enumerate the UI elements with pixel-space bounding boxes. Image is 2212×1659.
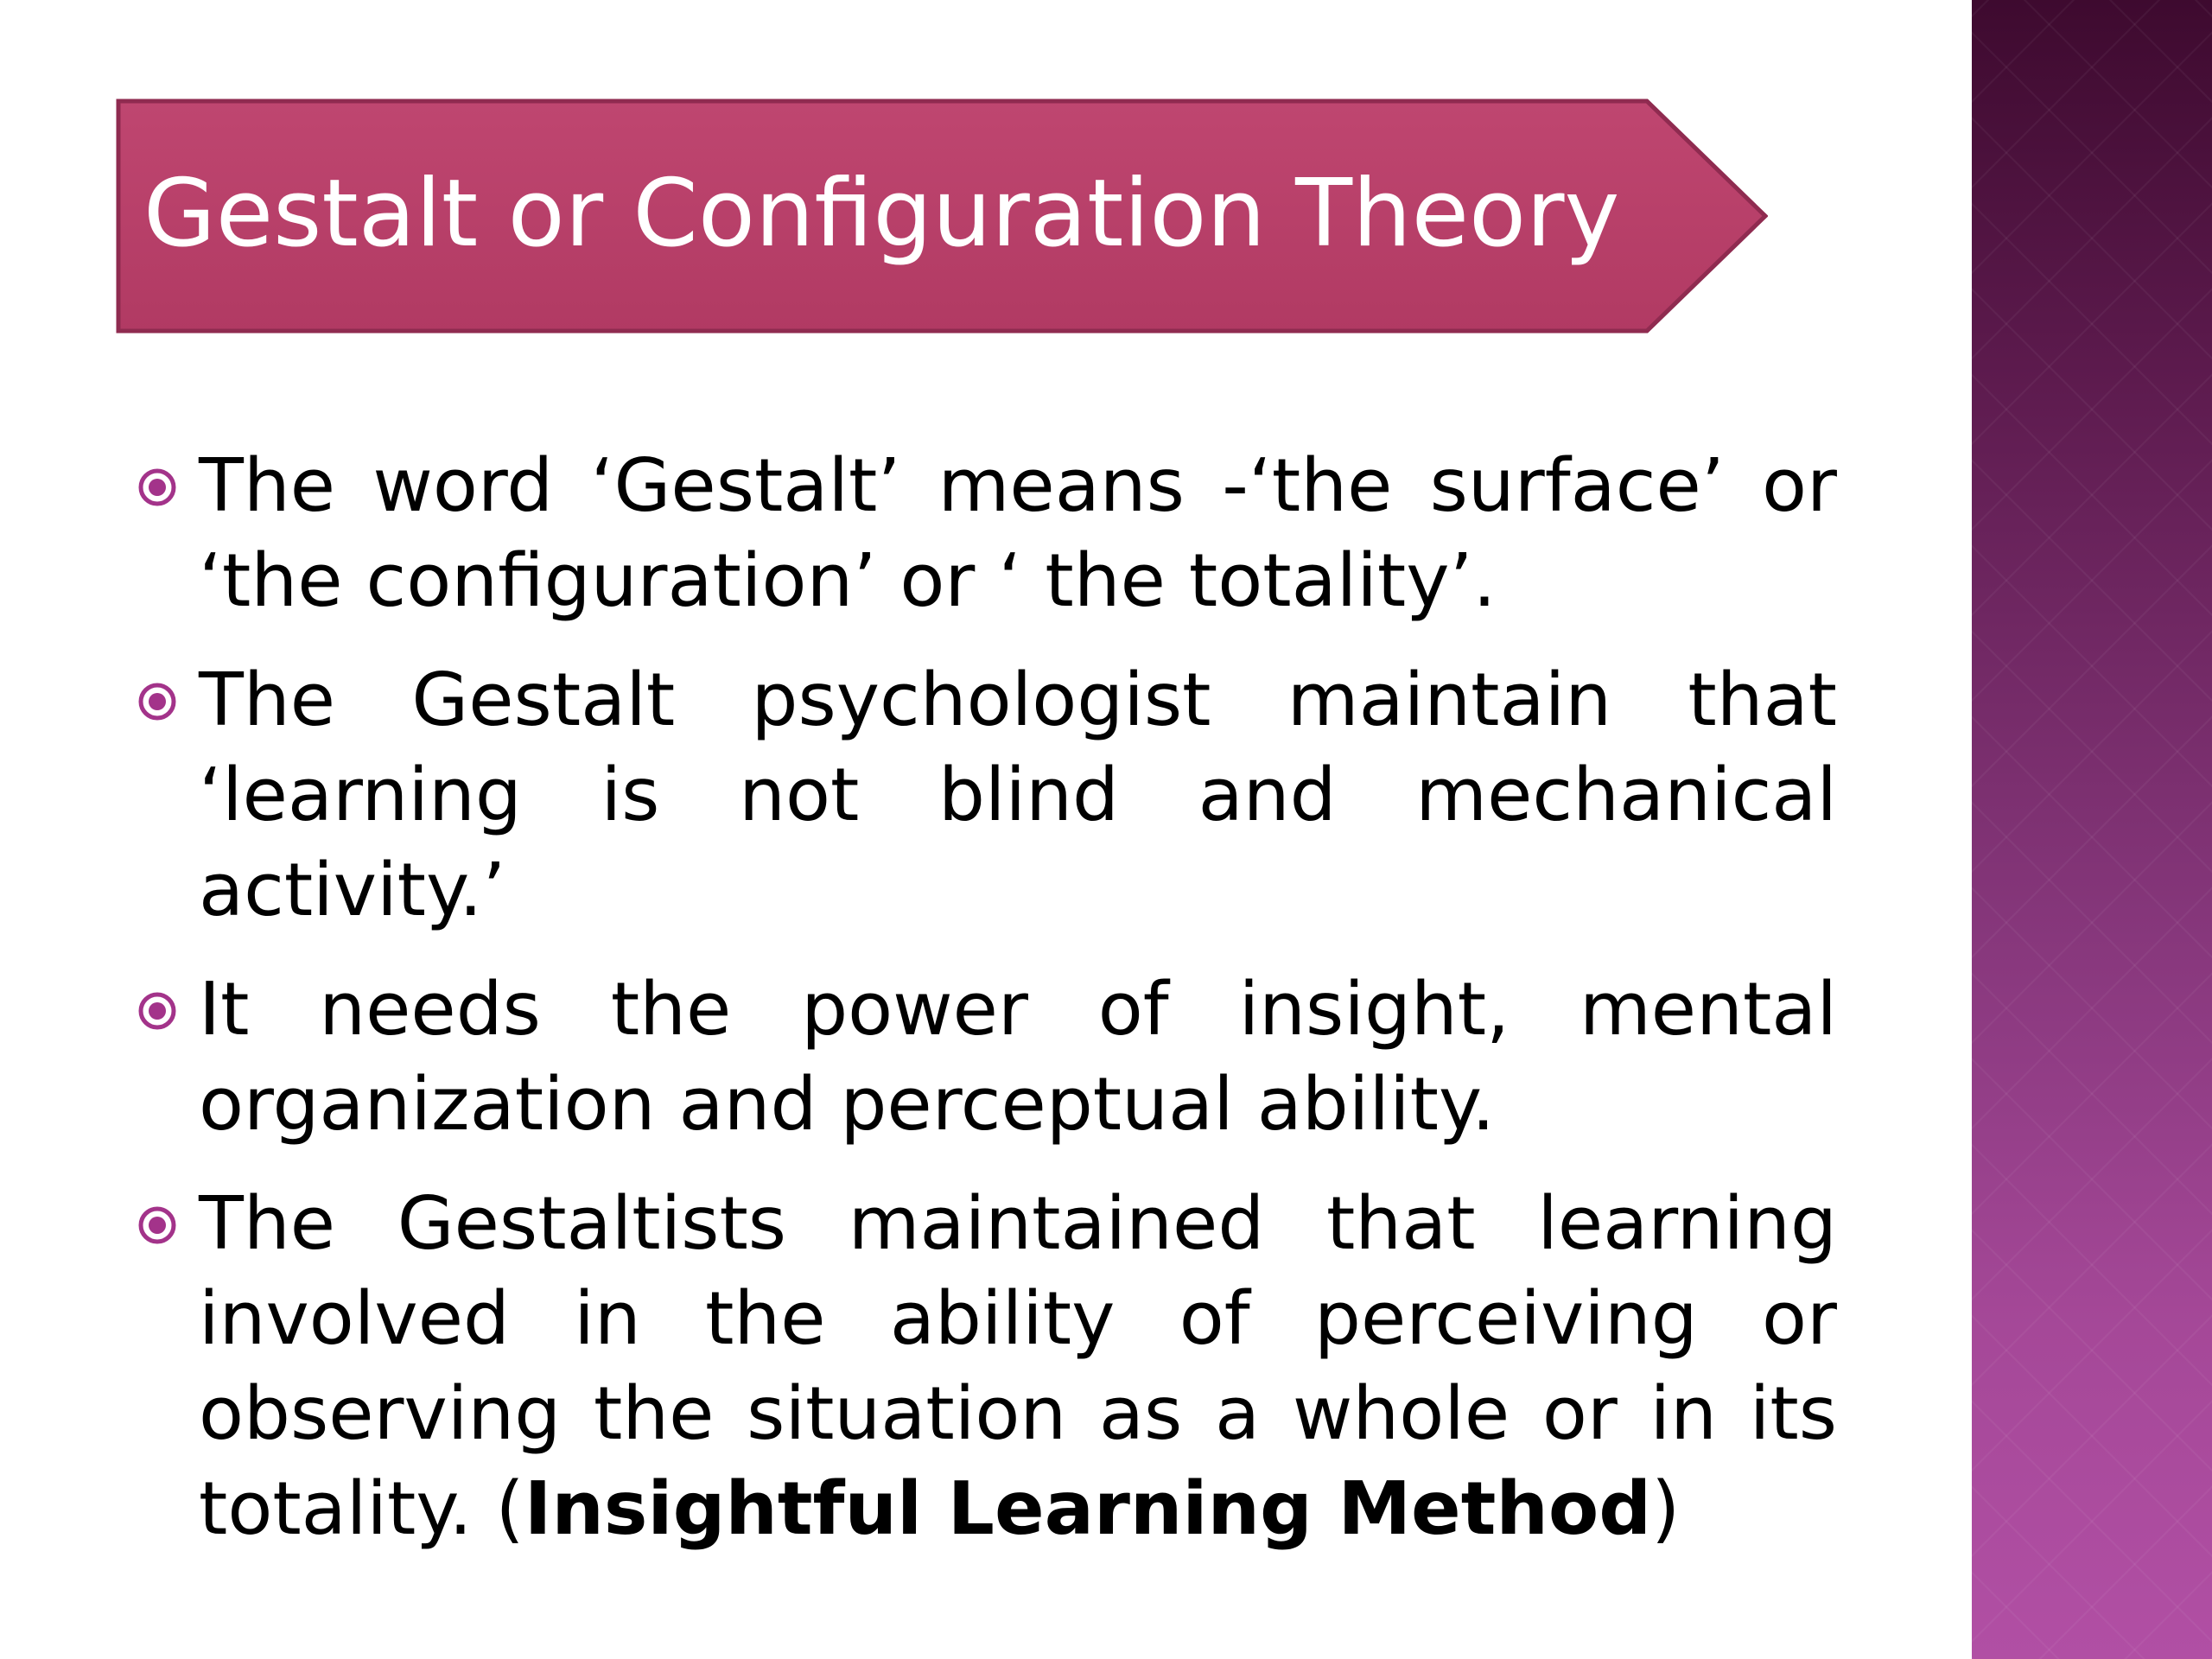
bullet-item — [199, 963, 1837, 1153]
bullet-text: The Gestalt psychologist maintain that ‘learning is not blind and mechanical activity.’ — [199, 658, 1837, 933]
bullet-item — [199, 439, 1837, 629]
bullet-text: It needs the power of insight, mental organization and perceptual ability. — [199, 967, 1837, 1147]
bullet-list — [199, 439, 1837, 1581]
circled-dot-bullet-icon — [137, 467, 178, 508]
circled-dot-bullet-icon — [137, 1205, 178, 1246]
bullet-text-bold: Insightful Learning Method — [524, 1466, 1652, 1552]
bullet-item — [199, 1177, 1837, 1557]
bullet-text: The word ‘Gestalt’ means -‘the surface’ or ‘the configuration’ or ‘ the totality’. — [199, 443, 1837, 624]
decorative-side-band — [1972, 0, 2212, 1659]
bullet-item — [199, 653, 1837, 938]
bullet-text-lead: The Gestaltists maintained that learning involved in the ability of perceiving or observing the situation as a whole or in its totality. ( — [199, 1181, 1837, 1552]
circled-dot-bullet-icon — [137, 990, 178, 1032]
bullet-text — [199, 1181, 1837, 1552]
bullet-text-close: ) — [1651, 1466, 1681, 1552]
slide-title: Gestalt or Configuration Theory — [143, 160, 1620, 268]
circled-dot-bullet-icon — [137, 681, 178, 722]
